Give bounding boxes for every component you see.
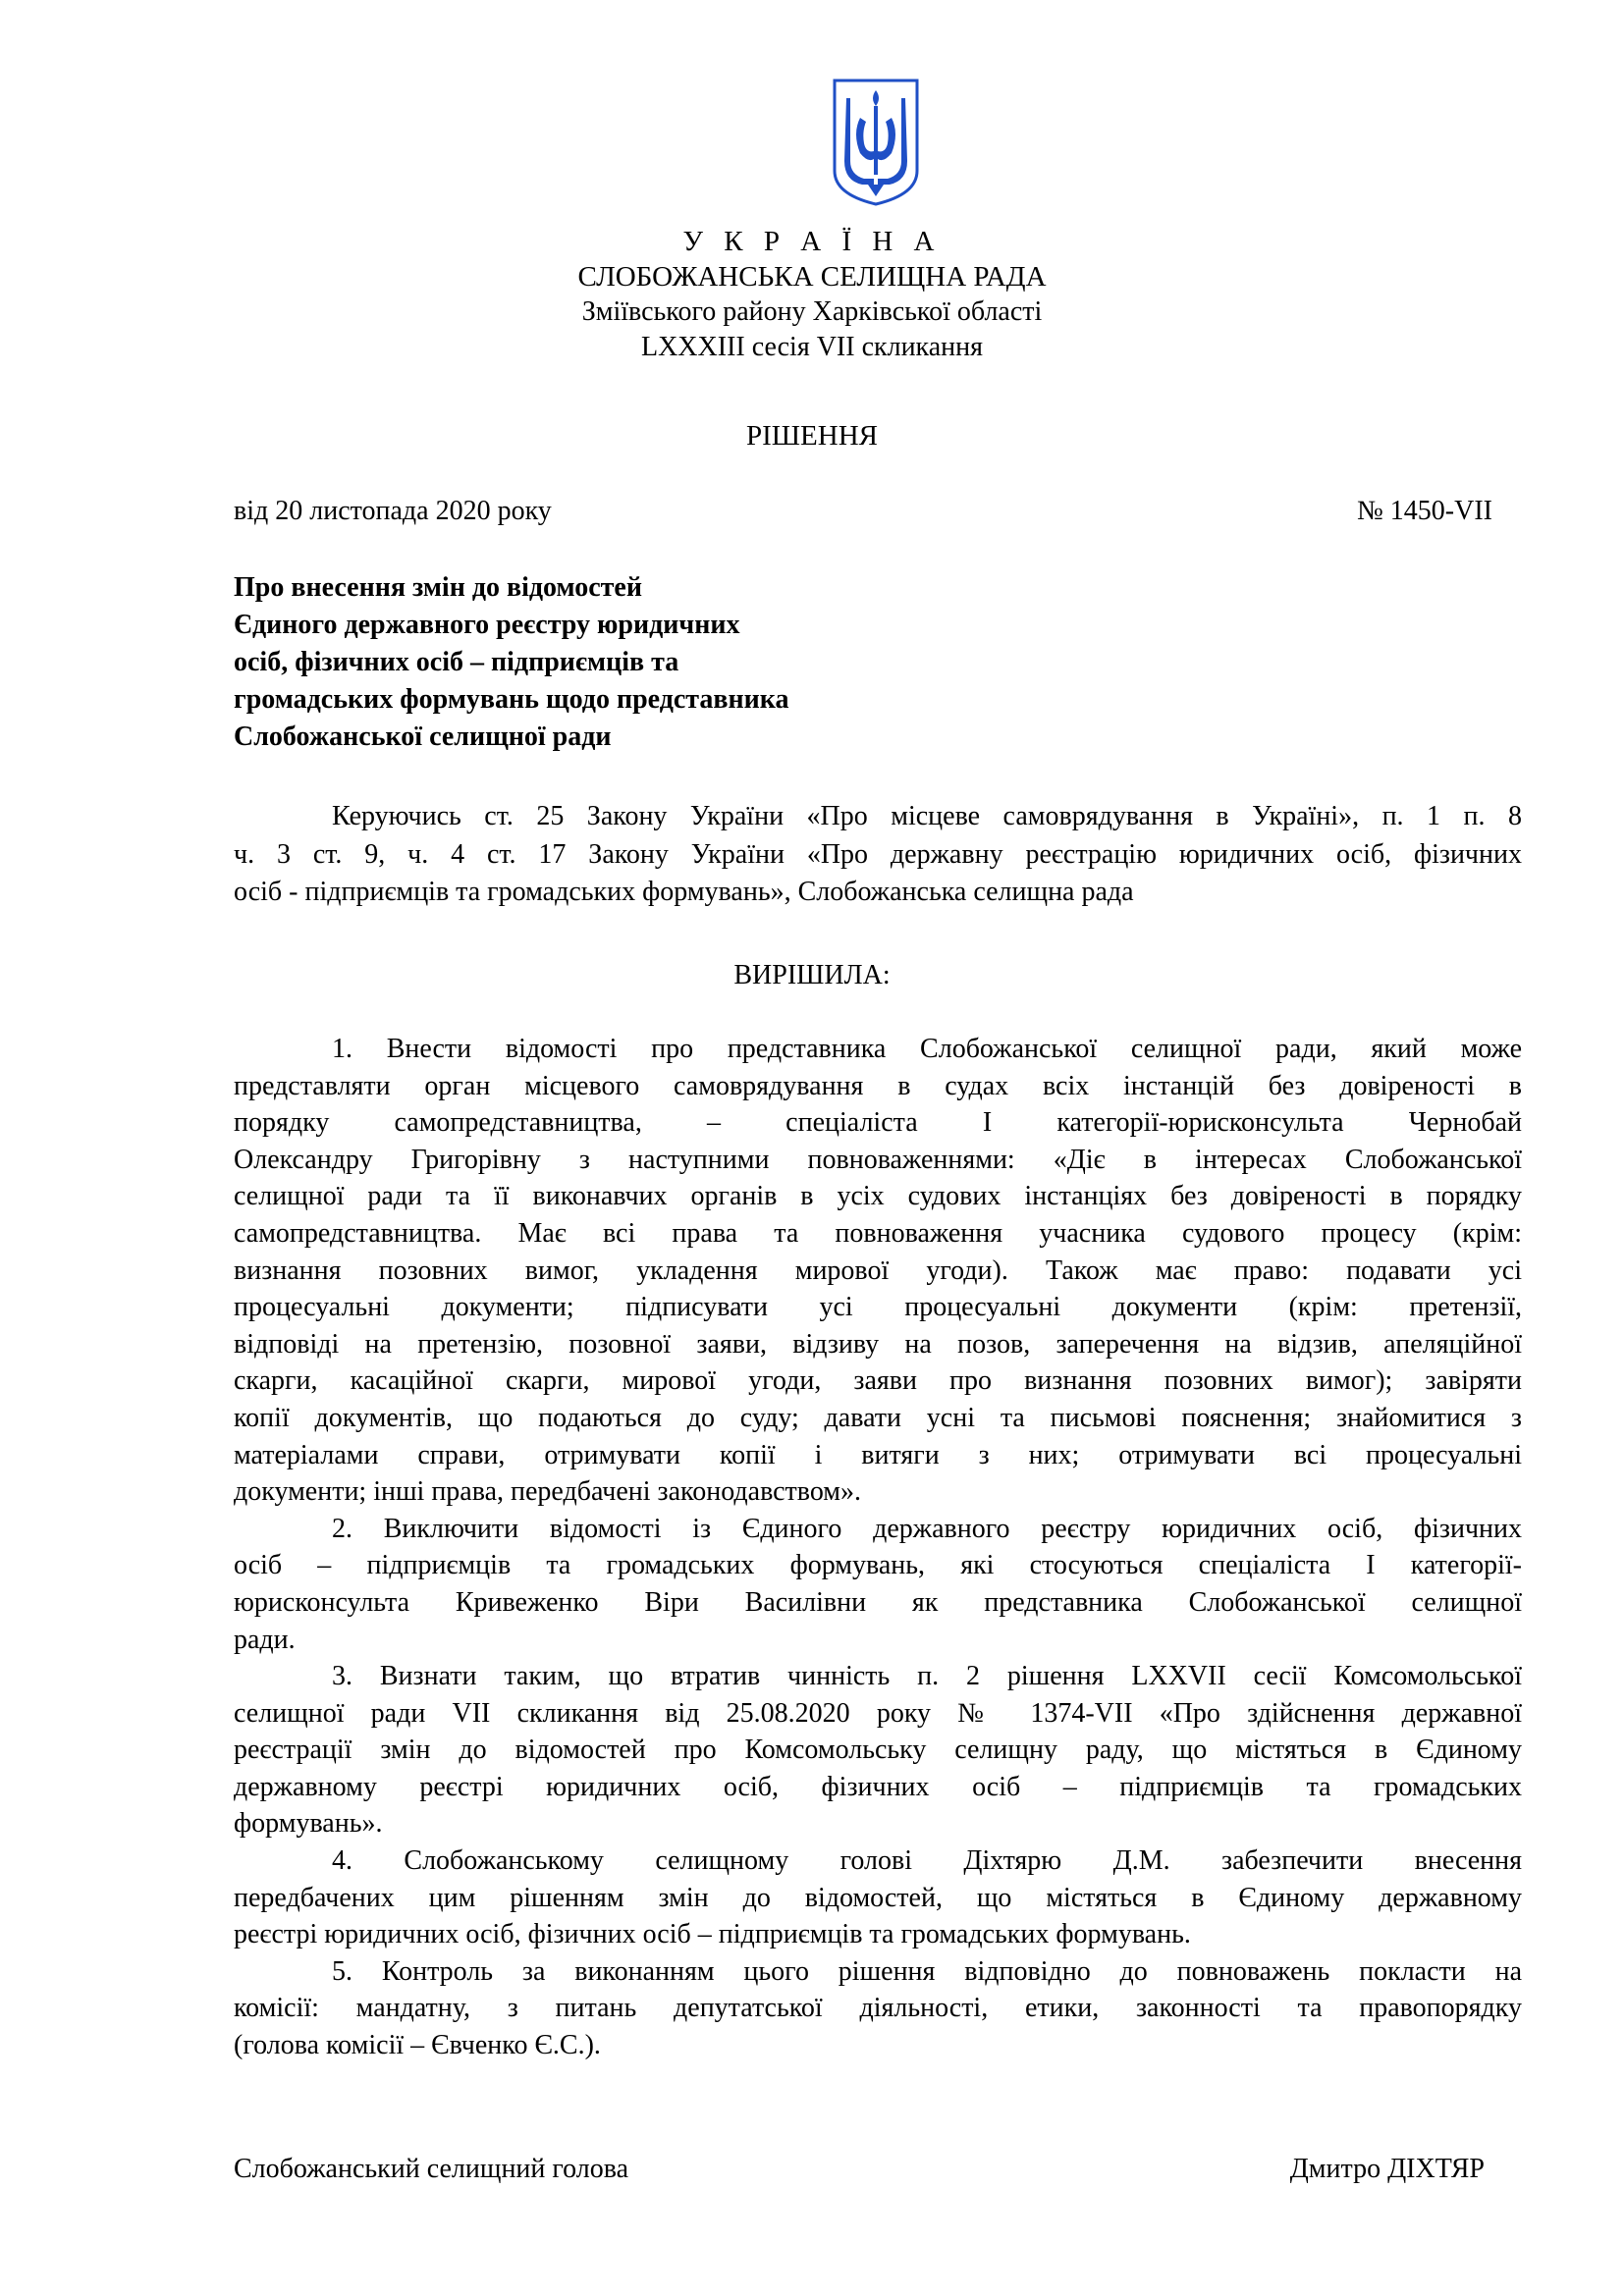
council-name: СЛОБОЖАНСЬКА СЕЛИЩНА РАДА: [577, 261, 1047, 293]
item-line: порядку самопредставництва, – спеціаліста І категорії-юрисконсульта Чернобай: [234, 1107, 1522, 1139]
subject-line: Єдиного державного реєстру юридичних: [234, 610, 740, 640]
item-line: ради.: [234, 1624, 296, 1655]
item-line: передбачених цим рішенням змін до відомостей, що містяться в Єдиному державному: [234, 1882, 1522, 1913]
item-line: Олександру Григорівну з наступними повноваженнями: «Діє в інтересах Слобожанської: [234, 1144, 1522, 1175]
item-line: процесуальні документи; підписувати усі процесуальні документи (крім: претензії,: [234, 1292, 1522, 1323]
resolution-heading: ВИРІШИЛА:: [733, 960, 891, 990]
document-date: від 20 листопада 2020 року: [234, 496, 552, 526]
district-name: Зміївського району Харківської області: [581, 296, 1043, 327]
preamble-line: осіб - підприємців та громадських формувань», Слобожанська селищна рада: [234, 877, 1134, 907]
item-line: (голова комісії – Євченко Є.С.).: [234, 2030, 601, 2061]
signatory-name: Дмитро ДІХТЯР: [1289, 2154, 1485, 2184]
item-line: визнання позовних вимог, укладення мирової угоди). Також має право: подавати усі: [234, 1255, 1522, 1286]
document-number: № 1450-VII: [1357, 496, 1492, 526]
item-line: формувань».: [234, 1808, 383, 1840]
coat-of-arms-icon: [831, 77, 921, 208]
item-line: матеріалами справи, отримувати копії і витяги з них; отримувати всі процесуальні: [234, 1439, 1522, 1470]
item-line: юрисконсульта Кривеженко Віри Василівни як представника Слобожанської селищної: [234, 1586, 1522, 1618]
item-line: 2. Виключити відомості із Єдиного державного реєстру юридичних осіб, фізичних: [332, 1513, 1522, 1544]
subject-line: громадських формувань щодо представника: [234, 684, 789, 715]
document-meta: [234, 494, 1522, 529]
item-line: селищної ради та її виконавчих органів в усіх судових інстанціях без довіреності в порядку: [234, 1181, 1522, 1212]
item-line: комісії: мандатну, з питань депутатської діяльності, етики, законності та правопорядку: [234, 1993, 1522, 2024]
preamble-line: Керуючись ст. 25 Закону України «Про місцеве самоврядування в Україні», п. 1 п. 8: [332, 801, 1522, 831]
item-line: відповіді на претензію, позовної заяви, відзиву на позов, заперечення на відзив, апеляційної: [234, 1328, 1522, 1360]
item-line: 3. Визнати таким, що втратив чинність п. 2 рішення LXXVII сесії Комсомольської: [332, 1661, 1522, 1692]
document-subject: [234, 569, 941, 756]
item-line: осіб – підприємців та громадських формувань, які стосуються спеціаліста І категорії-: [234, 1550, 1522, 1581]
subject-line: Про внесення змін до відомостей: [234, 572, 642, 603]
item-line: 5. Контроль за виконанням цього рішення відповідно до повноважень покласти на: [332, 1955, 1522, 1987]
item-line: копії документів, що подаються до суду; давати усні та письмові пояснення; знайомитися з: [234, 1402, 1522, 1433]
preamble-line: ч. 3 ст. 9, ч. 4 ст. 17 Закону України «Про державну реєстрацію юридичних осіб, фізичних: [234, 838, 1522, 870]
item-line: скарги, касаційної скарги, мирової угоди, заяви про визнання позовних вимог); завіряти: [234, 1365, 1522, 1397]
session-name: LXXXIII сесія VII скликання: [640, 332, 984, 362]
country-name: У К Р А Ї Н А: [682, 226, 942, 257]
subject-line: осіб, фізичних осіб – підприємців та: [234, 647, 679, 677]
item-line: представляти орган місцевого самоврядування в судах всіх інстанцій без довіреності в: [234, 1070, 1522, 1101]
item-line: самопредставництва. Має всі права та повноваження учасника судового процесу (крім:: [234, 1217, 1522, 1249]
subject-line: Слобожанської селищної ради: [234, 721, 612, 752]
preamble: [234, 798, 1522, 912]
item-line: селищної ради VII скликання від 25.08.2020 року № 1374-VII «Про здійснення державної: [234, 1697, 1522, 1729]
resolution-items: [234, 1031, 1522, 2064]
item-line: 1. Внести відомості про представника Слобожанської селищної ради, який може: [332, 1034, 1522, 1064]
signatory-position: Слобожанський селищний голова: [234, 2154, 629, 2184]
item-line: державному реєстрі юридичних осіб, фізичних осіб – підприємців та громадських: [234, 1771, 1522, 1802]
item-line: реєстрі юридичних осіб, фізичних осіб – підприємців та громадських формувань.: [234, 1919, 1191, 1950]
signature-block: [234, 2152, 1522, 2187]
document-header: [0, 224, 1624, 365]
document-type: РІШЕННЯ: [746, 420, 878, 452]
item-line: документи; інші права, передбачені законодавством».: [234, 1476, 862, 1508]
item-line: реєстрації змін до відомостей про Комсомольську селищну раду, що містяться в Єдиному: [234, 1735, 1522, 1766]
item-line: 4. Слобожанському селищному голові Діхтярю Д.М. забезпечити внесення: [332, 1845, 1522, 1877]
